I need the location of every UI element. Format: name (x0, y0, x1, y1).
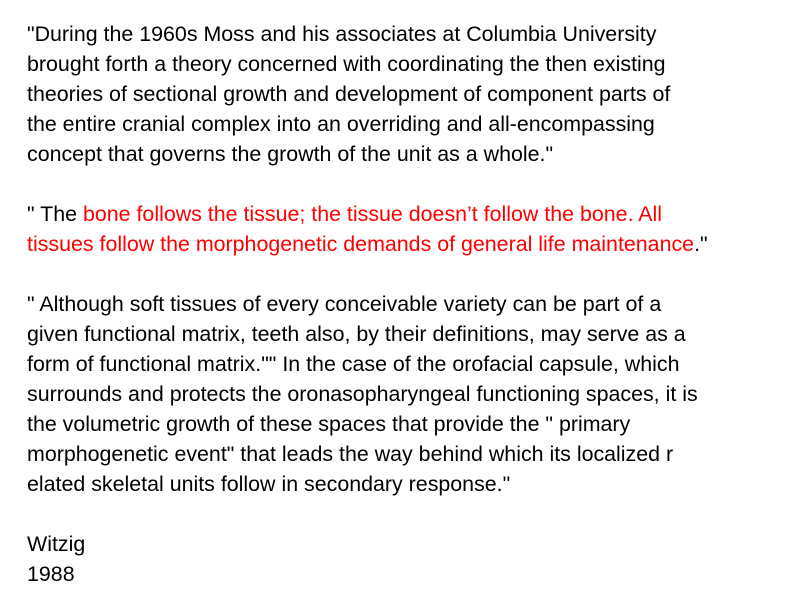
quote2-line-2 (27, 229, 708, 259)
quote3-line-5: the volumetric growth of these spaces that provide the " primary (27, 412, 631, 436)
quote2-line-1 (27, 199, 708, 229)
quote1-line-4: the entire cranial complex into an overriding and all-encompassing (27, 112, 655, 136)
quote3-line-1: " Although soft tissues of every conceivable variety can be part of a (27, 292, 662, 316)
quote1-line-1: "During the 1960s Moss and his associates at Columbia University (27, 22, 657, 46)
quote3-line-3: form of functional matrix."" In the case of the orofacial capsule, which (27, 352, 680, 376)
quote3-line-6: morphogenetic event" that leads the way behind which its localized r (27, 442, 674, 466)
quote1-line-2: brought forth a theory concerned with coordinating the then existing (27, 52, 666, 76)
quote-functional-matrix (27, 289, 698, 499)
quote-moss-theory (27, 19, 670, 169)
quote2-suffix: ." (694, 232, 708, 256)
attribution-year: 1988 (27, 562, 75, 586)
quote3-line-2: given functional matrix, teeth also, by their definitions, may serve as a (27, 322, 686, 346)
quote-bone-follows-tissue (27, 199, 708, 259)
quote1-line-5: concept that governs the growth of the unit as a whole." (27, 142, 554, 166)
quote1-line-3: theories of sectional growth and development of component parts of (27, 82, 671, 106)
attribution (27, 529, 85, 589)
quote3-line-4: surrounds and protects the oronasopharyngeal functioning spaces, it is (27, 382, 698, 406)
quote3-line-7: elated skeletal units follow in secondary response." (27, 472, 511, 496)
quote2-highlight-1: bone follows the tissue; the tissue doesn’t follow the bone. All (82, 202, 663, 226)
quote2-highlight-2: tissues follow the morphogenetic demands of general life maintenance (27, 232, 695, 256)
attribution-author: Witzig (27, 532, 86, 556)
quote2-prefix: " The (27, 202, 83, 226)
